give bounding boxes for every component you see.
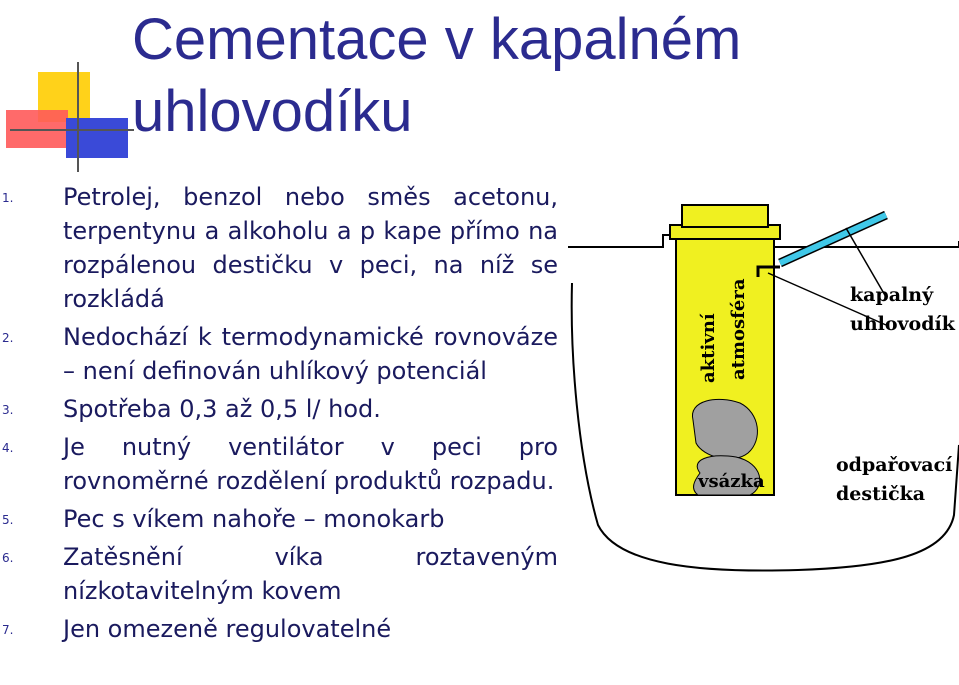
- title-decoration: [0, 0, 140, 175]
- slide-title: Cementace v kapalném uhlovodíku: [132, 7, 742, 144]
- label-hydrocarbon-2: uhlovodík: [850, 313, 955, 335]
- list-item: 7. Jen omezeně regulovatelné: [2, 615, 392, 643]
- list-item: 4. Je nutný ventilátor v peci pro rovnoměrné rozdělení produktů rozpadu.: [2, 433, 558, 495]
- label-plate-1: odpařovací: [836, 454, 953, 476]
- label-charge: vsázka: [698, 471, 765, 492]
- label-active-2: atmosféra: [728, 278, 749, 380]
- retort-top: [682, 205, 768, 227]
- label-plate-2: destička: [836, 483, 926, 505]
- label-hydrocarbon-1: kapalný: [850, 284, 934, 306]
- list-item: 6. Zatěsnění víka roztaveným nízkotavitelným kovem: [2, 543, 558, 605]
- hydrocarbon-tube: [780, 215, 886, 263]
- list-item: 1. Petrolej, benzol nebo směs acetonu, terpentynu a alkoholu a p kape přímo na rozpálenou destičku v peci, na níž se rozkládá: [2, 183, 558, 313]
- bullet-list: [0, 180, 570, 650]
- label-active-1: aktivní: [698, 313, 719, 383]
- cementation-diagram: [568, 195, 959, 575]
- list-item: 2. Nedochází k termodynamické rovnováze – není definován uhlíkový potenciál: [2, 323, 558, 385]
- charge-piece-upper: [692, 399, 757, 458]
- list-item: 5. Pec s víkem nahoře – monokarb: [2, 505, 445, 533]
- deco-blue-square: [66, 118, 128, 158]
- list-item: 3. Spotřeba 0,3 až 0,5 l/ hod.: [2, 395, 381, 423]
